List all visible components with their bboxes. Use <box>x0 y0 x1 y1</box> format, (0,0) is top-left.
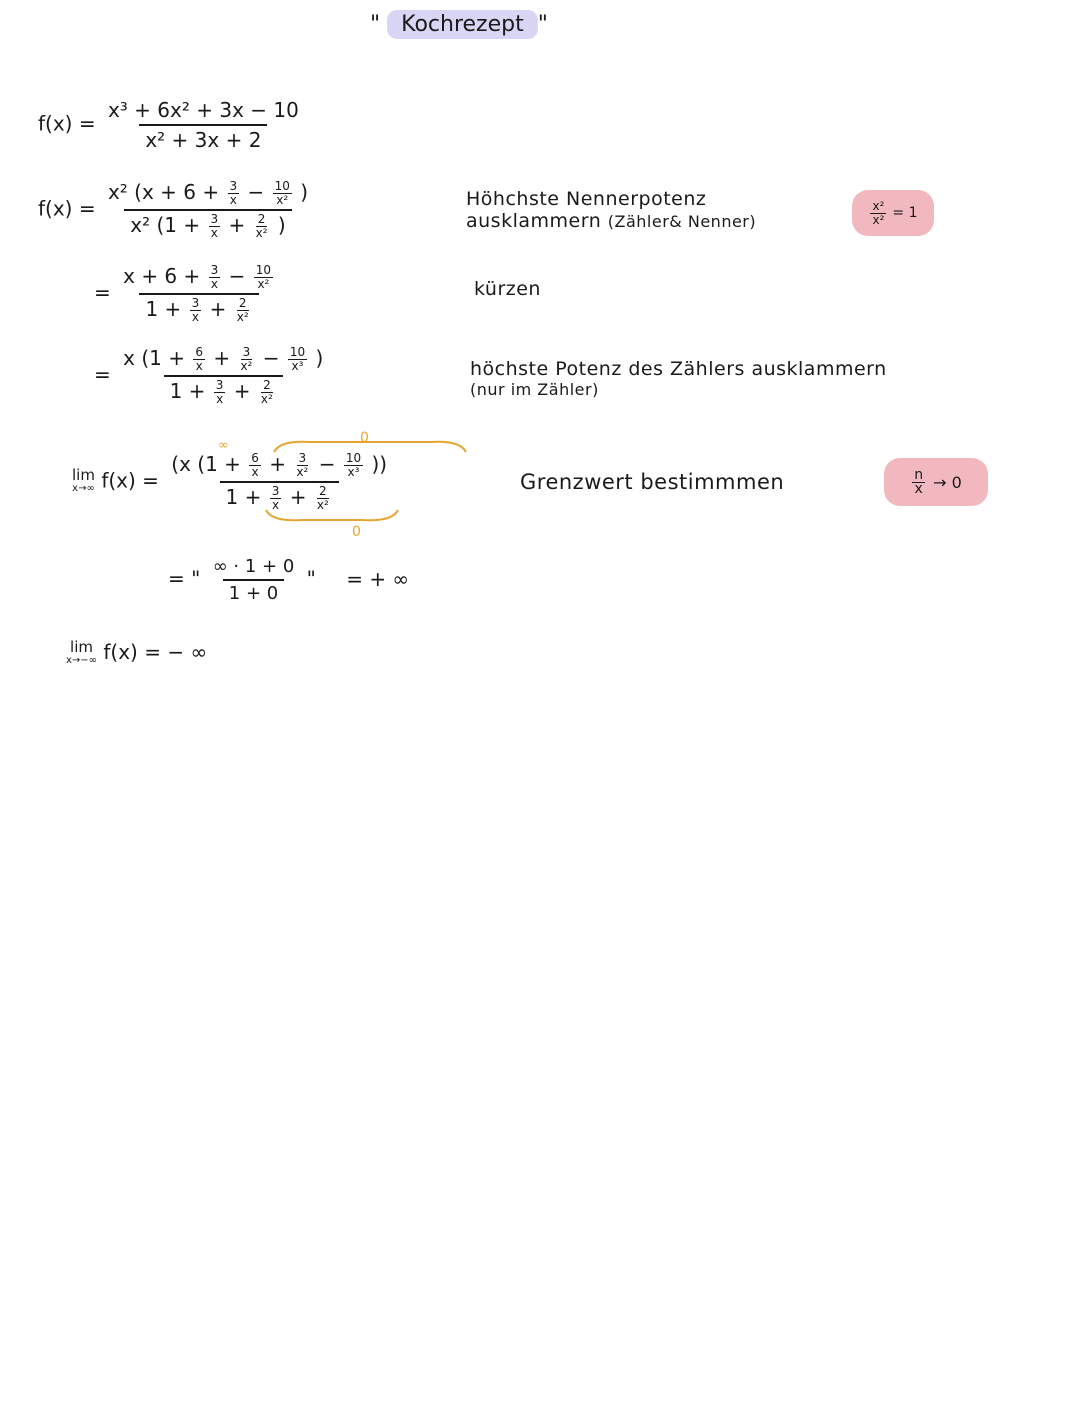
limit-result: = + ∞ <box>346 566 410 591</box>
limit-subscript: x→−∞ <box>66 654 98 666</box>
small-num: 10 <box>345 451 362 465</box>
equation-lhs: f(x) = <box>38 196 96 221</box>
small-den: x² <box>260 392 273 406</box>
small-fraction <box>235 297 251 324</box>
small-num: 3 <box>271 484 280 498</box>
numerator-prefix: x (1 + <box>123 346 185 370</box>
equation-line-5 <box>72 452 393 512</box>
fraction-numerator <box>117 264 281 293</box>
paren-close: ) <box>315 346 324 370</box>
small-fraction <box>288 346 307 373</box>
small-fraction <box>190 297 202 324</box>
title-text: Kochrezept <box>401 12 524 37</box>
fraction-denominator <box>164 375 283 406</box>
limit-word: lim <box>72 466 95 484</box>
note-3 <box>470 358 887 399</box>
numerator-prefix: x + 6 + <box>123 264 201 288</box>
fraction-main <box>117 264 281 324</box>
equation-lhs: = " <box>168 566 201 591</box>
fraction-main <box>102 98 305 152</box>
small-fraction <box>228 180 240 207</box>
equation-line-2 <box>38 180 314 240</box>
small-fraction <box>259 379 275 406</box>
fraction-denominator: 1 + 0 <box>223 579 284 604</box>
annotation-zero-bottom: 0 <box>352 524 361 540</box>
badge-rhs: → 0 <box>933 472 962 492</box>
note-4: Grenzwert bestimmmen <box>520 470 785 494</box>
small-den: x³ <box>291 359 304 373</box>
paren-close: ) <box>300 180 309 204</box>
equation-lhs: f(x) = <box>38 111 96 136</box>
title-highlight <box>387 10 538 39</box>
small-num: 3 <box>229 179 238 193</box>
small-fraction <box>238 346 254 373</box>
equation-line-3 <box>94 264 281 324</box>
small-num: 3 <box>298 451 307 465</box>
numerator-prefix: (x (1 + <box>171 452 241 476</box>
small-den: x <box>210 277 219 291</box>
small-fraction <box>273 180 292 207</box>
small-fraction <box>209 264 221 291</box>
small-den: x² <box>255 226 268 240</box>
brace-bottom-path <box>266 510 398 520</box>
numerator-prefix: x² (x + 6 + <box>107 180 220 204</box>
note-3-line-2: (nur im Zähler) <box>470 380 599 399</box>
small-num: 3 <box>215 378 224 392</box>
fraction-numerator <box>102 180 314 209</box>
operator: + <box>289 485 307 509</box>
paren-close: ) <box>277 213 286 237</box>
small-den: x <box>191 310 200 324</box>
small-den: x³ <box>347 465 360 479</box>
small-den: x² <box>276 193 289 207</box>
small-num: 3 <box>210 212 219 226</box>
operator: + <box>233 379 251 403</box>
badge-cancel-rule <box>852 190 934 236</box>
fraction-denominator <box>139 293 258 324</box>
orange-brace-top <box>270 434 470 456</box>
small-den: x <box>195 359 203 373</box>
equation-line-4 <box>94 346 329 406</box>
denominator-prefix: 1 + <box>225 485 262 509</box>
badge-limit-rule <box>884 458 988 506</box>
operator: − <box>247 180 265 204</box>
fraction-denominator: x² + 3x + 2 <box>139 124 267 152</box>
small-den: x <box>251 465 259 479</box>
small-num: 10 <box>274 179 290 193</box>
note-3-line-1: höchste Potenz des Zählers ausklammern <box>470 358 887 380</box>
limit-subscript: x→∞ <box>72 483 95 494</box>
small-den: x <box>229 193 237 207</box>
small-den: x² <box>872 212 885 227</box>
small-fraction <box>193 346 205 373</box>
note-1-main: ausklammern <box>466 210 602 232</box>
small-den: x² <box>296 465 309 479</box>
small-num: 6 <box>251 451 259 465</box>
limit-operator <box>72 466 95 495</box>
small-num: 3 <box>242 345 251 359</box>
closing-quote: " <box>306 566 316 591</box>
orange-brace-bottom <box>262 508 402 528</box>
operator: + <box>213 346 231 370</box>
small-den: x <box>216 392 224 406</box>
fraction-denominator <box>124 209 291 240</box>
small-fraction <box>209 213 221 240</box>
small-num: 3 <box>210 263 219 277</box>
small-fraction <box>912 466 925 497</box>
title-open-quote: " <box>370 12 381 37</box>
denominator-prefix: 1 + <box>169 379 206 403</box>
operator: + <box>269 452 287 476</box>
small-num: 10 <box>255 263 272 277</box>
small-num: 6 <box>195 345 203 359</box>
small-num: x² <box>872 198 885 213</box>
fraction-main <box>207 556 301 604</box>
paren-close: )) <box>371 452 388 476</box>
small-den: x² <box>240 359 253 373</box>
operator: − <box>228 264 246 288</box>
small-fraction <box>294 452 310 479</box>
title-close-quote: " <box>537 12 548 37</box>
small-num: 2 <box>238 296 247 310</box>
small-num: 10 <box>289 345 306 359</box>
denominator-prefix: 1 + <box>145 297 182 321</box>
equation-line-1 <box>38 98 305 152</box>
small-fraction <box>254 213 270 240</box>
limit-word: lim <box>70 637 93 656</box>
denominator-prefix: x² (1 + <box>130 213 201 237</box>
equation-lhs: = <box>94 362 111 387</box>
small-num: 2 <box>263 378 271 392</box>
small-num: 2 <box>319 484 327 498</box>
small-den: x <box>914 480 923 497</box>
small-fraction <box>214 379 226 406</box>
annotation-zero-top: 0 <box>360 430 369 446</box>
note-1 <box>466 188 756 232</box>
badge-rhs: = 1 <box>892 205 918 221</box>
note-1-line-1: Höhchste Nennerpotenz <box>466 188 707 210</box>
small-num: n <box>914 466 924 483</box>
note-2: kürzen <box>474 278 541 300</box>
small-fraction <box>870 200 886 227</box>
small-num: 2 <box>257 212 266 226</box>
operator: + <box>228 213 246 237</box>
small-den: x² <box>257 277 270 291</box>
annotation-infinity: ∞ <box>218 438 229 453</box>
small-den: x <box>272 498 280 512</box>
note-1-paren: (Zähler& Nenner) <box>607 212 757 231</box>
fraction-main <box>102 180 314 240</box>
small-den: x <box>210 226 218 240</box>
fraction-main <box>165 452 393 512</box>
small-fraction <box>344 452 363 479</box>
fraction-numerator: x³ + 6x² + 3x − 10 <box>107 98 299 122</box>
limit-operator <box>66 637 98 667</box>
small-den: x² <box>236 310 249 324</box>
equation-lhs: f(x) = <box>101 468 159 493</box>
fraction-main <box>117 346 329 406</box>
small-fraction <box>254 264 273 291</box>
brace-top-path <box>274 442 466 452</box>
equation-line-7 <box>66 637 208 667</box>
fraction-numerator <box>165 452 393 481</box>
operator: − <box>318 452 336 476</box>
limit-expression: f(x) = − ∞ <box>103 640 208 664</box>
equation-lhs: = <box>94 280 111 305</box>
small-num: 3 <box>191 296 200 310</box>
equation-line-6 <box>168 556 409 604</box>
small-fraction <box>249 452 261 479</box>
note-1-line-2 <box>466 210 756 232</box>
fraction-numerator <box>117 346 329 375</box>
operator: − <box>262 346 280 370</box>
small-den: x² <box>316 498 329 512</box>
operator: + <box>209 297 227 321</box>
page-title <box>370 12 548 37</box>
fraction-numerator: ∞ · 1 + 0 <box>212 556 295 577</box>
